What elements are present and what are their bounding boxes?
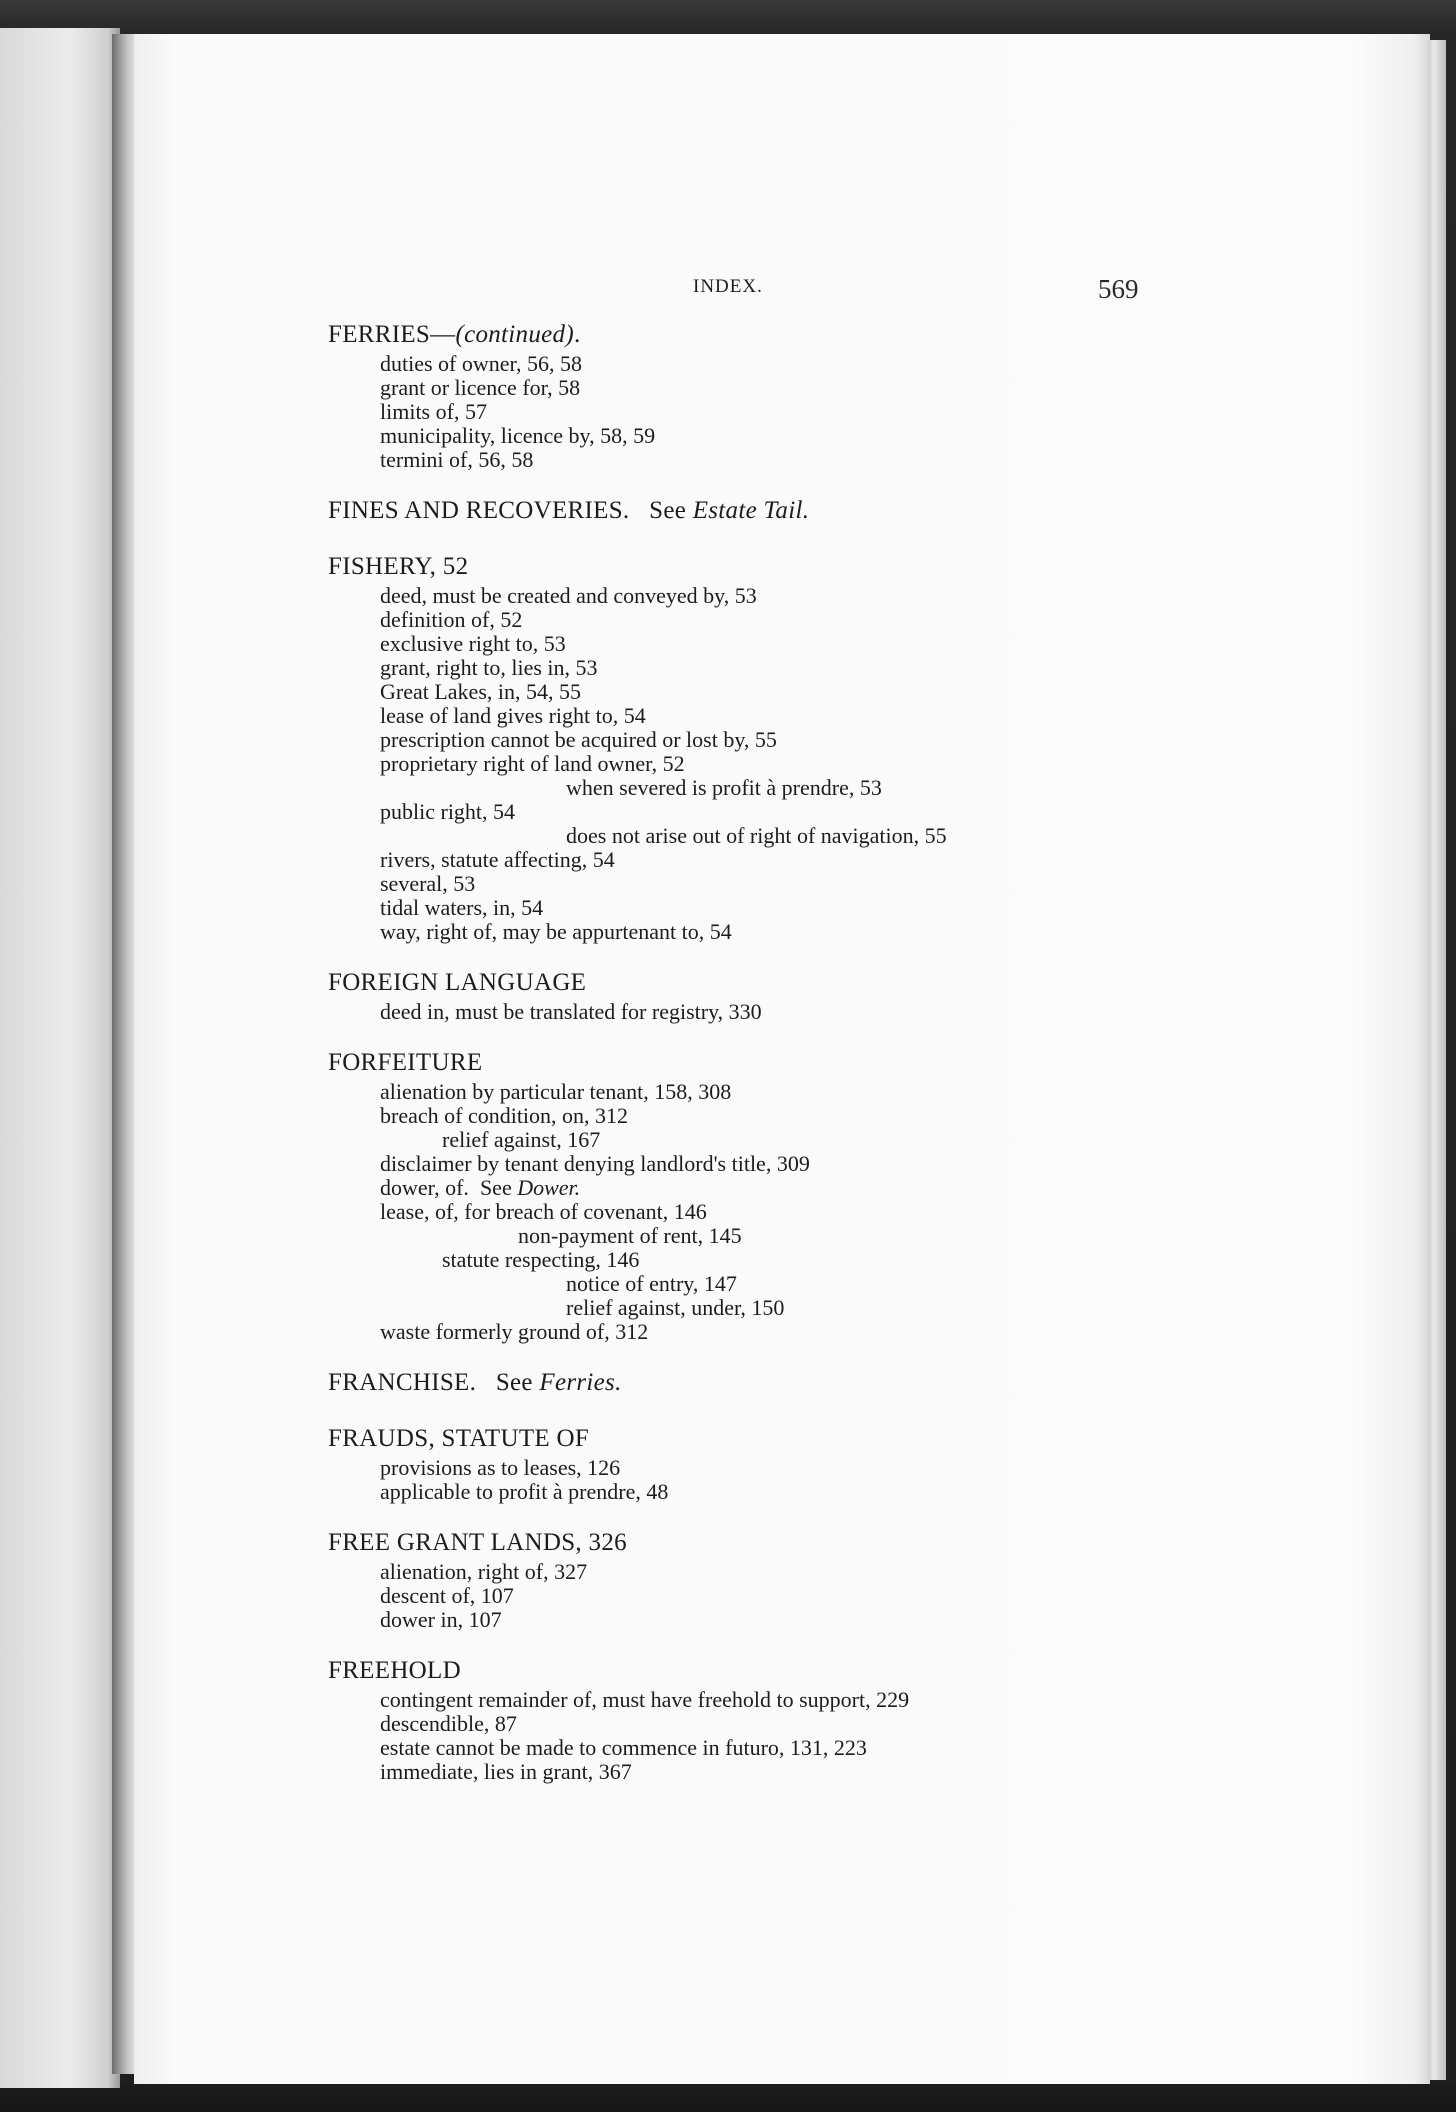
subentry-nested: notice of entry, 147 (566, 1271, 737, 1296)
entry-heading: FINES AND RECOVERIES. See Estate Tail. (328, 497, 810, 524)
subentry: deed in, must be translated for registry, 330 (380, 999, 762, 1024)
index-entry-franchise (328, 1366, 1328, 1400)
index-entry-frauds-statute-of (328, 1422, 1328, 1504)
index-entry-forfeiture (328, 1046, 1328, 1344)
subentry: grant or licence for, 58 (380, 375, 581, 400)
entry-heading: FRANCHISE. See Ferries. (328, 1369, 622, 1396)
cross-reference: Ferries. (539, 1369, 622, 1396)
subentry-nested: statute respecting, 146 (442, 1247, 640, 1272)
subentry: lease of land gives right to, 54 (380, 703, 646, 728)
index-column (328, 318, 1328, 1806)
page-number: 569 (1098, 274, 1139, 304)
subentry: breach of condition, on, 312 (380, 1103, 629, 1128)
entry-heading: FISHERY, 52 (328, 553, 469, 580)
facing-page-edge (0, 28, 120, 2088)
subentry: descendible, 87 (380, 1711, 517, 1736)
subentry: descent of, 107 (380, 1583, 514, 1608)
subentry: waste formerly ground of, 312 (380, 1319, 649, 1344)
subentry-nested: relief against, 167 (442, 1127, 601, 1152)
running-head: INDEX. (693, 276, 763, 297)
index-entry-foreign-language (328, 966, 1328, 1024)
subentry: definition of, 52 (380, 607, 523, 632)
entry-heading: FREE GRANT LANDS, 326 (328, 1529, 627, 1556)
subentry-nested: relief against, under, 150 (566, 1295, 785, 1320)
subentry: contingent remainder of, must have freehold to support, 229 (380, 1687, 910, 1712)
entry-heading: FORFEITURE (328, 1049, 483, 1076)
subentry: dower, of. See Dower. (380, 1175, 581, 1200)
subentry: Great Lakes, in, 54, 55 (380, 679, 581, 704)
cross-reference: Dower. (517, 1175, 581, 1200)
cross-reference-label: See (495, 1369, 533, 1396)
cross-reference: Estate Tail. (692, 497, 810, 524)
subentry: applicable to profit à prendre, 48 (380, 1479, 669, 1504)
subentry: public right, 54 (380, 799, 516, 824)
entry-heading: FOREIGN LANGUAGE (328, 969, 587, 996)
subentry: limits of, 57 (380, 399, 487, 424)
entry-heading: FERRIES—(continued). (328, 321, 581, 348)
subentry: way, right of, may be appurtenant to, 54 (380, 919, 732, 944)
subentry: several, 53 (380, 871, 476, 896)
page-fore-edge (1428, 40, 1446, 2080)
cross-reference-label: See (649, 497, 687, 524)
subentry: tidal waters, in, 54 (380, 895, 544, 920)
subentry-nested: non-payment of rent, 145 (518, 1223, 742, 1248)
index-entry-freehold (328, 1654, 1328, 1784)
subentry: alienation, right of, 327 (380, 1559, 588, 1584)
subentry: rivers, statute affecting, 54 (380, 847, 615, 872)
subentry: provisions as to leases, 126 (380, 1455, 621, 1480)
entry-heading: FREEHOLD (328, 1657, 461, 1684)
subentry: prescription cannot be acquired or lost by, 55 (380, 727, 777, 752)
subentry: alienation by particular tenant, 158, 308 (380, 1079, 732, 1104)
subentry-nested: does not arise out of right of navigation, 55 (566, 823, 947, 848)
subentry: municipality, licence by, 58, 59 (380, 423, 656, 448)
subentry: disclaimer by tenant denying landlord's title, 309 (380, 1151, 810, 1176)
subentry: termini of, 56, 58 (380, 447, 534, 472)
subentry: lease, of, for breach of covenant, 146 (380, 1199, 707, 1224)
subentry: estate cannot be made to commence in futuro, 131, 223 (380, 1735, 867, 1760)
subentry-nested: when severed is profit à prendre, 53 (566, 775, 882, 800)
index-entry-ferries (328, 318, 1328, 472)
subentry: proprietary right of land owner, 52 (380, 751, 685, 776)
subentry: dower in, 107 (380, 1607, 502, 1632)
subentry: deed, must be created and conveyed by, 53 (380, 583, 757, 608)
subentry: immediate, lies in grant, 367 (380, 1759, 632, 1784)
index-entry-fishery (328, 550, 1328, 944)
entry-heading: FRAUDS, STATUTE OF (328, 1425, 590, 1452)
subentry: duties of owner, 56, 58 (380, 351, 582, 376)
subentry: exclusive right to, 53 (380, 631, 566, 656)
index-entry-fines-and-recoveries (328, 494, 1328, 528)
subentry: grant, right to, lies in, 53 (380, 655, 598, 680)
cross-reference-label: See (479, 1175, 512, 1200)
index-entry-free-grant-lands (328, 1526, 1328, 1632)
